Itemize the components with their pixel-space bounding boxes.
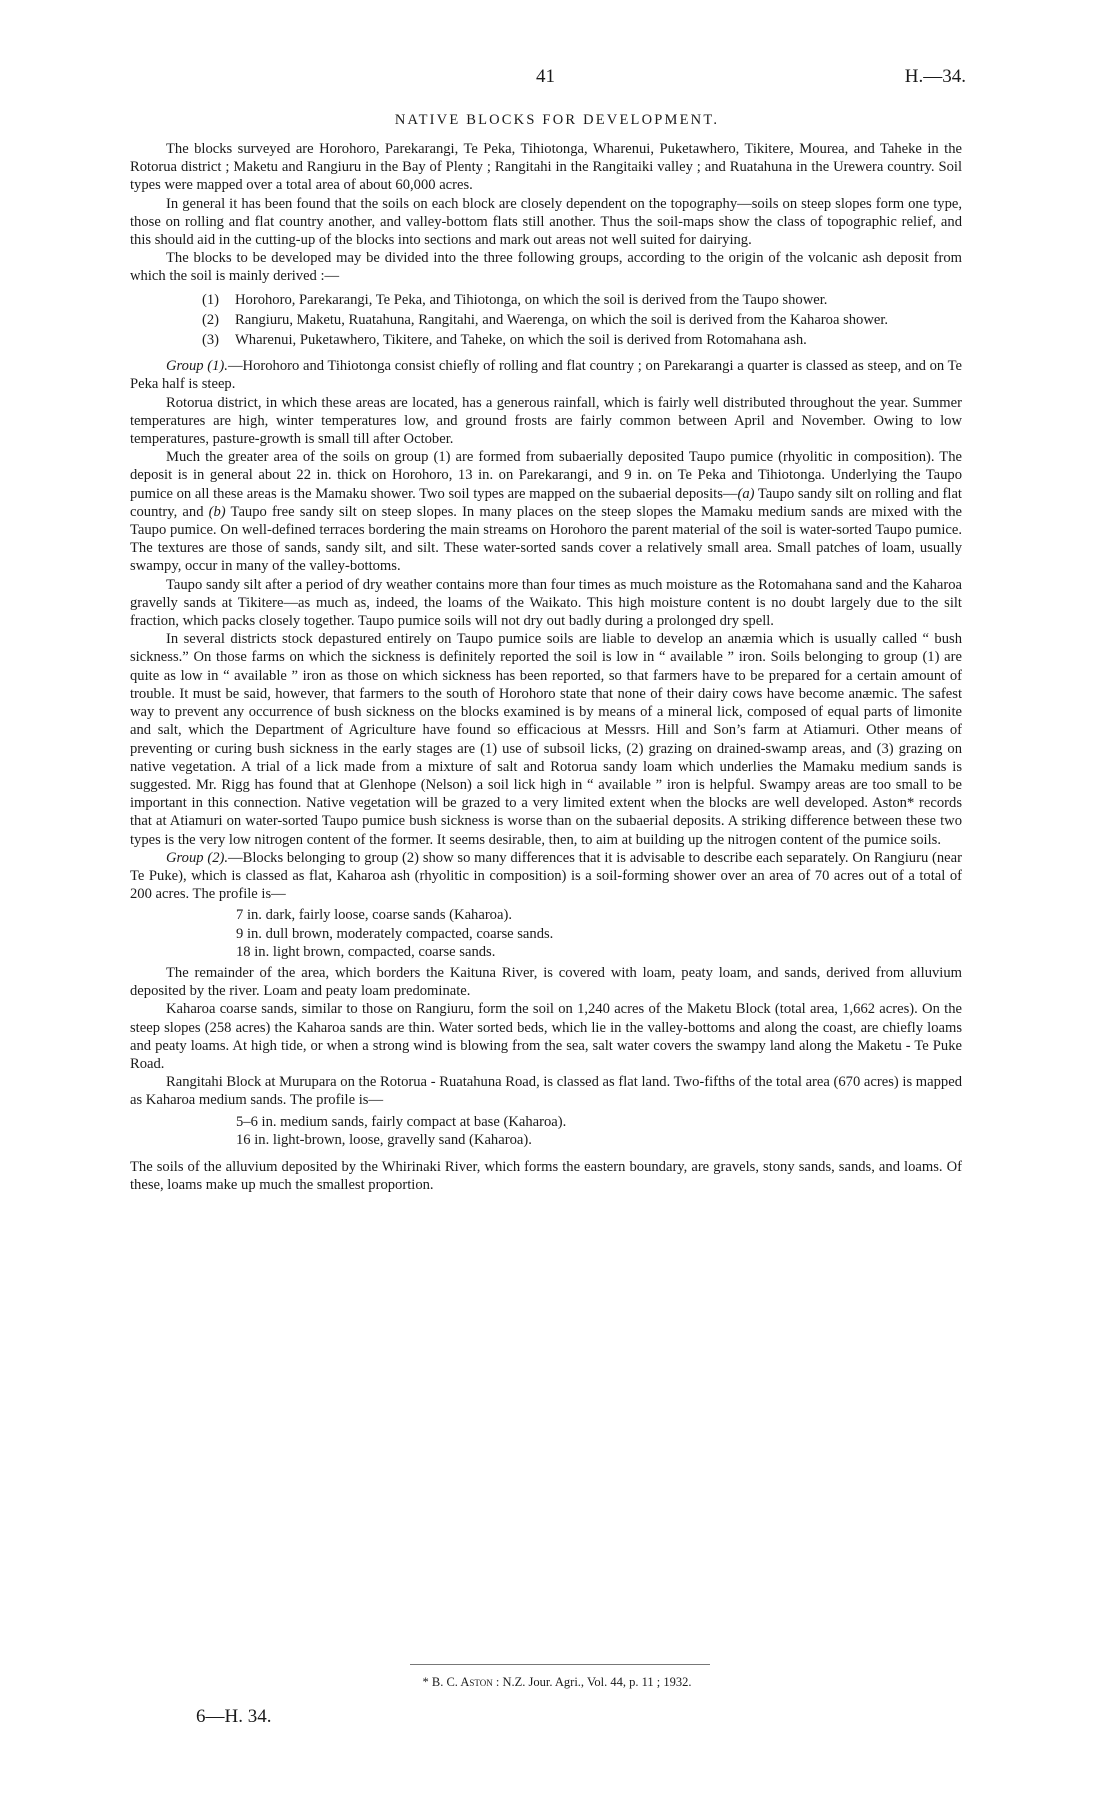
list-item-text: Horohoro, Parekarangi, Te Peka, and Tihiotonga, on which the soil is derived from the Taupo shower. — [235, 291, 828, 308]
profile-line: 18 in. light brown, compacted, coarse sands. — [236, 943, 496, 960]
soil-profile — [236, 1113, 962, 1149]
list-item — [130, 291, 962, 309]
soil-profile — [236, 906, 962, 961]
paragraph: Rotorua district, in which these areas are located, has a generous rainfall, which is fairly well distributed throughout the year. Summer temperatures are high, winter temperatures low, and ground frosts are fairly common between April and November. Owing to low temperatures, pasture-growth is small till after October. — [130, 394, 962, 448]
footnote-rule — [410, 1664, 710, 1665]
paragraph: The blocks to be developed may be divided into the three following groups, according to the origin of the volcanic ash deposit from which the soil is mainly derived :— — [130, 250, 962, 285]
paragraph — [130, 849, 962, 904]
list-item-number: (3) — [202, 332, 220, 349]
section-title: NATIVE BLOCKS FOR DEVELOPMENT. — [394, 112, 720, 128]
profile-line: 5–6 in. medium sands, fairly compact at base (Kaharoa). — [236, 1113, 567, 1130]
group-label: Group (1). — [166, 358, 228, 375]
paragraph-text: —Blocks belonging to group (2) show so many differences that it is advisable to describe each separately. On Rangiuru (near Te Puke), which is classed as flat, Kaharoa ash (rhyolitic in composition) is a soil-forming shower over an area of 70 acres out of a total of 200 acres. The profile is— — [130, 849, 962, 903]
list-item-text: Wharenui, Puketawhero, Tikitere, and Taheke, on which the soil is derived from Rotomahana ash. — [235, 332, 807, 349]
footnote-author: B. C. Aston — [431, 1675, 493, 1689]
paragraph: In general it has been found that the soils on each block are closely dependent on the topography—soils on steep slopes form one type, those on rolling and flat country another, and valley-bottom flats still another. Thus the soil-maps show the class of topographic relief, and this should aid in the cutting-up of the blocks into sections and mark out areas not well suited for dairying. — [130, 195, 962, 249]
paragraph: Taupo sandy silt after a period of dry weather contains more than four times as much moisture as the Rotomahana sand and the Kaharoa gravelly sands at Tikitere—as much as, indeed, the loams of the Waikato. This high moisture content is no doubt largely due to the silt fraction, which packs closely together. Taupo pumice soils will not dry out badly during a prolonged dry spell. — [130, 576, 962, 630]
paragraph-text: Taupo sandy silt on rolling and flat country, and — [130, 485, 962, 520]
paragraph — [130, 448, 962, 575]
list-item-number: (1) — [202, 291, 220, 308]
paragraph: The remainder of the area, which borders the Kaituna River, is covered with loam, peaty loam, and sands, derived from alluvium deposited by the river. Loam and peaty loam predominate. — [130, 964, 962, 1000]
profile-line: 9 in. dull brown, moderately compacted, coarse sands. — [236, 925, 554, 942]
groups-list — [130, 291, 962, 350]
paragraph — [130, 357, 962, 393]
body-text — [130, 140, 962, 1194]
paragraph: Rangitahi Block at Murupara on the Rotorua - Ruatahuna Road, is classed as flat land. Two-fifths of the total area (670 acres) is mapped as Kaharoa medium sands. The profile is— — [130, 1074, 962, 1109]
item-letter: (a) — [737, 485, 755, 502]
paragraph: The blocks surveyed are Horohoro, Parekarangi, Te Peka, Tihiotonga, Wharenui, Puketawhero, Tikitere, Mourea, and Taheke in the Rotorua district ; Maketu and Rangiuru in the Bay of Plenty ; Rangitahi in the Rangitaiki valley ; and Ruatahuna in the Urewera country. Soil types were mapped over a total area of about 60,000 acres. — [130, 141, 962, 194]
footnote — [0, 1675, 1114, 1690]
paragraph: Kaharoa coarse sands, similar to those on Rangiuru, form the soil on 1,240 acres of the Maketu Block (total area, 1,662 acres). On the steep slopes (258 acres) the Kaharoa sands are thin. Water sorted beds, which lie in the valley-bottoms and along the coast, are chiefly loams and peaty loams. At high tide, or when a strong wind is blowing from the sea, salt water covers the swampy land along the Maketu - Te Puke Road. — [130, 1001, 962, 1072]
page-number: 41 — [536, 66, 555, 87]
list-item-number: (2) — [202, 311, 220, 328]
paragraph-text: —Horohoro and Tihiotonga consist chiefly of rolling and flat country ; on Parekarangi a quarter is classed as steep, and on Te Peka half is steep. — [130, 358, 962, 393]
paragraph: In several districts stock depastured entirely on Taupo pumice soils are liable to develop an anæmia which is usually called “ bush sickness.” On those farms on which the sickness is definitely reported the soil is low in “ available ” iron. Soils belonging to group (1) are quite as low in “ available ” iron as those on which sickness has been reported, so that farmers have to be prepared for a certain amount of trouble. It must be said, however, that farmers to the south of Horohoro state that none of their dairy cows have become anæmic. The safest way to prevent any occurrence of bush sickness on the blocks examined is by means of a mineral lick, composed of equal parts of limonite and salt, which the Department of Agriculture have found so efficacious at Messrs. Hill and Son’s farm at Atiamuri. Other means of preventing or curing bush sickness in the early stages are (1) use of subsoil licks, (2) grazing on drained-swamp areas, and (3) grazing on native vegetation. A trial of a lick made from a mixture of salt and Rotorua sandy loam which underlies the Mamaku medium sands is suggested. Mr. Rigg has found that at Glenhope (Nelson) a soil lick high in “ available ” iron is helpful. Swampy areas are too small to be important in this connection. Native vegetation will be grazed to a very limited extent when the blocks are well developed. Aston* records that at Atiamuri on water-sorted Taupo pumice bush sickness is worse than on the subaerial deposits. A striking difference between these two types is the very low nitrogen content of the former. It seems desirable, then, to aim at building up the nitrogen content of the pumice soils. — [130, 631, 962, 848]
profile-line: 16 in. light-brown, loose, gravelly sand (Kaharoa). — [236, 1131, 532, 1148]
footnote-reference: : N.Z. Jour. Agri., Vol. 44, p. 11 ; 1932. — [492, 1675, 692, 1689]
document-id: H.—34. — [904, 66, 966, 87]
footnote-marker: * — [422, 1675, 432, 1689]
sheet-signature: 6—H. 34. — [196, 1706, 272, 1727]
paragraph-text: Taupo free sandy silt on steep slopes. In many places on the steep slopes the Mamaku medium sands are mixed with the Taupo pumice. On well-defined terraces bordering the main streams on Horohoro the parent material of the soil is water-sorted Taupo pumice. The textures are those of sands, sandy silt, and silt. These water-sorted sands cover a relatively small area. Small patches of loam, usually swampy, occur in many of the valley-bottoms. — [130, 503, 962, 575]
list-item-text: Rangiuru, Maketu, Ruatahuna, Rangitahi, and Waerenga, on which the soil is derived from the Kaharoa shower. — [235, 311, 889, 328]
profile-line: 7 in. dark, fairly loose, coarse sands (Kaharoa). — [236, 907, 512, 924]
list-item — [130, 331, 962, 349]
item-letter: (b) — [208, 503, 226, 520]
group-label: Group (2). — [166, 849, 229, 866]
list-item — [130, 311, 962, 329]
paragraph: The soils of the alluvium deposited by the Whirinaki River, which forms the eastern boundary, are gravels, stony sands, sands, and loams. Of these, loams make up much the smallest proportion. — [130, 1158, 962, 1194]
paragraph-text: Much the greater area of the soils on group (1) are formed from subaerially deposited Taupo pumice (rhyolitic in composition). The deposit is in general about 22 in. thick on Horohoro, 13 in. on Parekarangi, and 9 in. on Te Peka and Tihiotonga. Underlying the Taupo pumice on all these areas is the Mamaku shower. Two soil types are mapped on the subaerial deposits— — [130, 449, 962, 502]
page-header — [0, 66, 1114, 96]
